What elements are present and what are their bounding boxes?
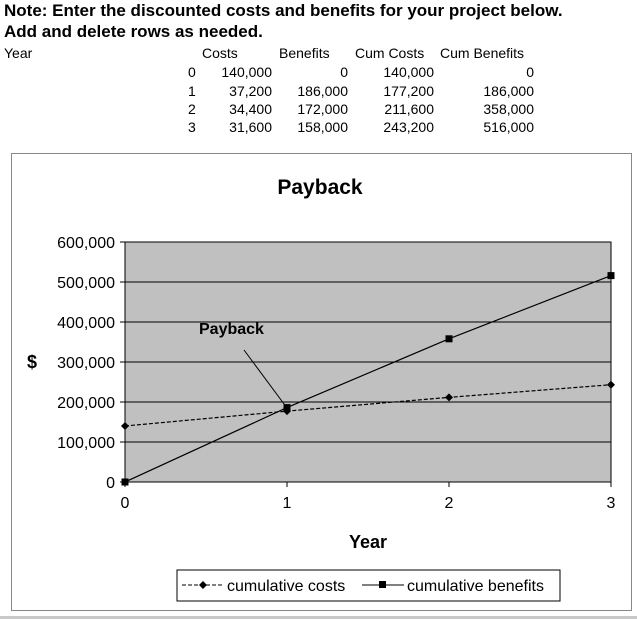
x-tick-label: 3 [606,495,616,512]
table-cell-benefits: 0 [340,64,348,80]
table-row-year: 0 [188,64,196,80]
table-cell-benefits: 186,000 [297,83,348,99]
x-tick-label: 1 [282,495,292,512]
table-cell-cum-costs: 243,200 [383,119,434,135]
table-cell-costs: 37,200 [229,83,272,99]
x-axis-label: Year [348,532,388,552]
legend-label-cumulative-costs: cumulative costs [227,578,346,595]
y-tick-label: 500,000 [57,275,115,292]
table-cell-cum-costs: 177,200 [383,83,434,99]
annotation-label: Payback [199,321,264,338]
x-tick-label: 2 [444,495,454,512]
y-tick-label: 100,000 [57,435,115,452]
table-cell-costs: 34,400 [229,101,272,117]
table-cell-cum-costs: 211,600 [384,101,434,117]
table-cell-costs: 140,000 [221,64,272,80]
header-cum-benefits: Cum Benefits [440,45,525,61]
table-cell-costs: 31,600 [229,119,272,135]
y-tick-label: 600,000 [57,235,115,252]
table-cell-benefits: 172,000 [297,101,348,117]
data-point-cumulative-benefits [446,335,453,342]
y-axis-label: $ [26,352,38,372]
year-column-label: Year [4,45,33,61]
legend [177,570,560,601]
table-cell-cum-costs: 140,000 [383,64,434,80]
x-tick-label: 0 [120,495,130,512]
table-cell-cum-benefits: 358,000 [483,101,534,117]
data-point-cumulative-benefits [608,272,615,279]
y-tick-label: 300,000 [57,355,115,372]
table-cell-cum-benefits: 516,000 [483,119,534,135]
y-tick-label: 200,000 [57,395,115,412]
legend-marker-square [379,581,386,588]
table-row-year: 3 [188,119,196,135]
legend-label-cumulative-benefits: cumulative benefits [407,578,544,595]
header-cum-costs: Cum Costs [355,45,425,61]
chart-canvas [12,154,633,612]
y-tick-label: 0 [106,475,115,492]
y-tick-label: 400,000 [57,315,115,332]
table-row-year: 2 [188,101,196,117]
header-benefits: Benefits [279,45,330,61]
plot-area [57,235,615,512]
table-cell-cum-benefits: 0 [526,64,534,80]
chart-title: Payback [277,176,363,199]
note-line-2: Add and delete rows as needed. [4,22,263,41]
table-cell-benefits: 158,000 [297,119,348,135]
header-costs: Costs [202,45,238,61]
table-row-year: 1 [188,83,196,99]
note-line-1: Note: Enter the discounted costs and benefits for your project below. [4,1,563,20]
data-point-cumulative-benefits [122,479,129,486]
table-cell-cum-benefits: 186,000 [483,83,534,99]
payback-chart [11,153,632,611]
